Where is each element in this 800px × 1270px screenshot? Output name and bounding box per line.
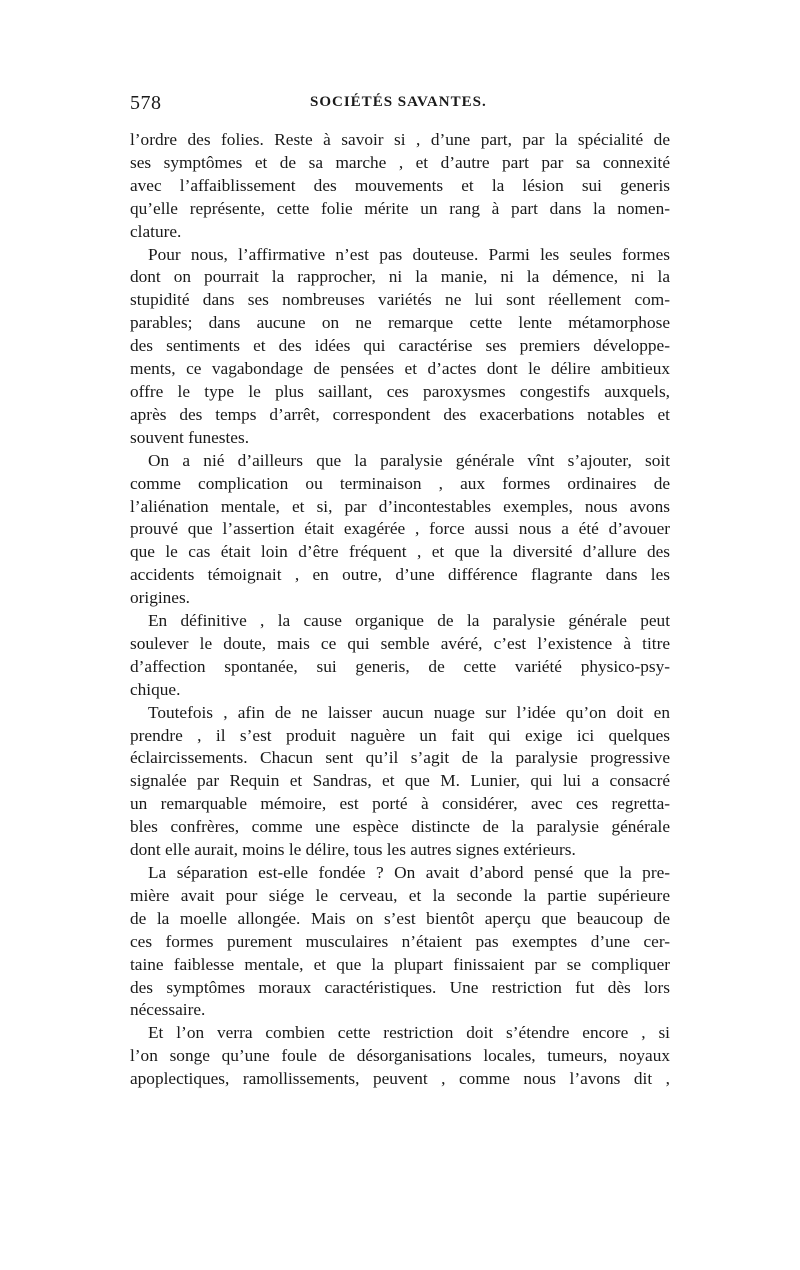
text-line: parables; dans aucune on ne remarque cette lente métamorphose — [130, 313, 670, 333]
text-line: En définitive , la cause organique de la paralysie générale peut — [148, 611, 670, 631]
text-line: bles confrères, comme une espèce distincte de la paralysie générale — [130, 817, 670, 837]
text-line: chique. — [130, 679, 181, 699]
text-line: taine faiblesse mentale, et que la plupart finissaient par se compliquer — [130, 954, 670, 974]
text-line: accidents témoignait , en outre, d’une différence flagrante dans les — [130, 565, 670, 585]
text-line: apoplectiques, ramollissements, peuvent , comme nous l’avons dit , — [130, 1069, 670, 1089]
running-head — [130, 92, 670, 120]
text-line: ments, ce vagabondage de pensées et d’actes dont le délire ambitieux — [130, 359, 670, 379]
text-line: éclaircissements. Chacun sent qu’il s’agit de la paralysie progressive — [130, 748, 670, 768]
text-line: Toutefois , afin de ne laisser aucun nuage sur l’idée qu’on doit en — [148, 702, 670, 722]
text-line: avec l’affaiblissement des mouvements et la lésion sui generis — [130, 175, 670, 195]
text-line: clature. — [130, 221, 182, 241]
paragraph — [130, 129, 670, 244]
text-line: nécessaire. — [130, 1000, 206, 1020]
text-line: des symptômes moraux caractéristiques. Une restriction fut dès lors — [130, 977, 670, 997]
text-line: ses symptômes et de sa marche , et d’autre part par sa connexité — [130, 152, 670, 172]
text-line: des sentiments et des idées qui caractérise ses premiers développe- — [130, 336, 670, 356]
paragraph — [130, 1022, 670, 1091]
text-line: d’affection spontanée, sui generis, de cette variété physico-psy- — [130, 656, 670, 676]
text-line: ces formes purement musculaires n’étaient pas exemptes d’une cer- — [130, 931, 670, 951]
text-line: Pour nous, l’affirmative n’est pas douteuse. Parmi les seules formes — [148, 244, 670, 264]
paragraph — [130, 862, 670, 1022]
text-line: dont elle aurait, moins le délire, tous les autres signes extérieurs. — [130, 840, 576, 860]
text-line: de la moelle allongée. Mais on s’est bientôt aperçu que beaucoup de — [130, 908, 670, 928]
text-line: prouvé que l’assertion était exagérée , force aussi nous a été d’avouer — [130, 519, 670, 539]
text-line: qu’elle représente, cette folie mérite un rang à part dans la nomen- — [130, 198, 670, 218]
text-line: l’ordre des folies. Reste à savoir si , d’une part, par la spécialité de — [130, 130, 670, 149]
text-line: La séparation est-elle fondée ? On avait d’abord pensé que la pre- — [148, 863, 670, 882]
text-line: origines. — [130, 588, 190, 608]
text-line: soulever le doute, mais ce qui semble avéré, c’est l’existence à titre — [130, 633, 670, 653]
text-line: l’on songe qu’une foule de désorganisations locales, tumeurs, noyaux — [130, 1046, 670, 1066]
paragraph — [130, 610, 670, 702]
text-line: souvent funestes. — [130, 427, 250, 447]
text-line: mière avait pour siége le cerveau, et la seconde la partie supérieure — [130, 885, 670, 905]
text-line: un remarquable mémoire, est porté à considérer, avec ces regretta- — [130, 794, 670, 814]
body-text — [130, 129, 670, 1091]
text-line: que le cas était loin d’être fréquent , et que la diversité d’allure des — [130, 542, 670, 562]
text-line: après des temps d’arrêt, correspondent des exacerbations notables et — [130, 404, 670, 424]
text-line: offre le type le plus saillant, ces paroxysmes congestifs auxquels, — [130, 381, 670, 401]
text-line: l’aliénation mentale, et si, par d’incontestables exemples, nous avons — [130, 496, 670, 516]
paragraph — [130, 702, 670, 862]
text-line: comme complication ou terminaison , aux formes ordinaires de — [130, 473, 670, 493]
text-line: signalée par Requin et Sandras, et que M. Lunier, qui lui a consacré — [130, 771, 670, 791]
running-title: SOCIÉTÉS SAVANTES. — [310, 94, 487, 110]
paragraph — [130, 450, 670, 610]
text-line: On a nié d’ailleurs que la paralysie générale vînt s’ajouter, soit — [148, 450, 670, 470]
text-line: Et l’on verra combien cette restriction doit s’étendre encore , si — [148, 1023, 670, 1043]
page-number: 578 — [130, 92, 162, 114]
text-line: stupidité dans ses nombreuses variétés ne lui sont réellement com- — [130, 290, 670, 310]
text-line: prendre , il s’est produit naguère un fait qui exige ici quelques — [130, 725, 670, 745]
paragraph — [130, 244, 670, 450]
text-line: dont on pourrait la rapprocher, ni la manie, ni la démence, ni la — [130, 267, 670, 287]
